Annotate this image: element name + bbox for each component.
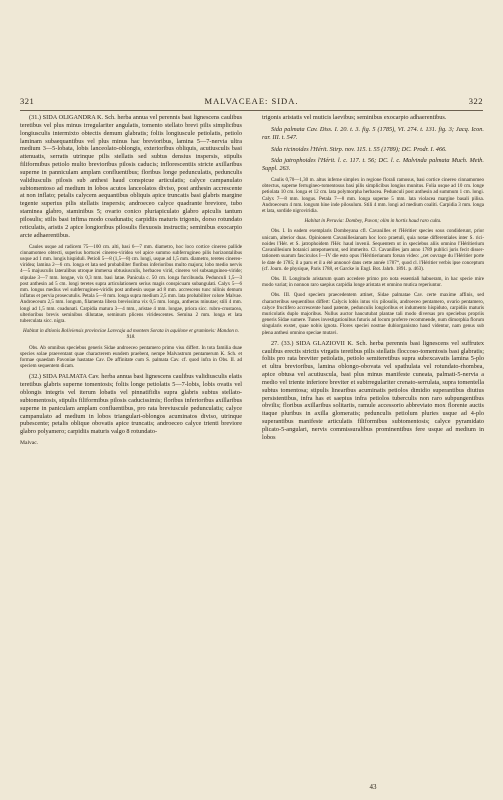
running-header <box>20 96 483 108</box>
sida-oligandra-description: (31.) SIDA OLIGANDRA K. Sch. herba annua vel perennis basi lignescens caulibus teretibus vel plus minus irregulariter angulatis, tomento stellato brevi pilis simplicibus longiusculis intermixto obtectis demum glabratis; foliis longiuscule petiolatis, petiolo laminam subaequantibus vel plus minus hac brevioribus, lamina 5—7-nervia ultra medium 3—5-lobata, lobis lanceolato-oblongis, exterioribus obliquis, acutiusculis basi attenuatis, serratis utrinque pilis stellatis sed subtus densius inspersis, stipulis filiformibus petiolo multo brevioribus pilosis caducis; inflorescentiis stricte axillaribus superne in panniculam amplam confluentibus; floribus longe pedunculatis, pedunculis validiusculis pilosis sub anthesi haud conspicue articulatis; calyce campanulato subtomentoso ad medium in lobos acutos lanceolatos diviso, post anthesin accrescente at non inflato; petalis calycem aequantibus obliquis apice truncatis basi glabris margine tegente superius pilis stellatis inspersis; androeceo calyce quadrante breviore, tubo staminea glabro, staminibus 5; ovario conico pluriapiculato glabro apiculis tantum pilosulis; stilis basi infima modo coadunatis; carpidiis maturis trigonis, dorso rotundato reticulatis, aristis 2 apice longioribus pilosulis flexuosis instructis; seminibus exocarpio arcte adhaerentibus. <box>20 114 242 239</box>
page-number-right: 322 <box>468 96 483 106</box>
sida-glaziovii-description: 27. (33.) SIDA GLAZIOVII K. Sch. herba perennis basi lignescens vel suffrutex caulibus erectis strictis virgatis teretibus pilis stellatis floccoso-tomentosis basi glabratis; foliis pro rata breviter petiolatis, petiolo semiteretibus supra subexcavatis lamina 5-plo et ultra brevioribus, lamina oblongo-obovata vel spathulata vel rotundato-rhombea, apice obtusa vel acutiuscula, basi plus minus manifeste cuneata, palmati-5-nervia a medio vel triente inferiore breviter et subirregulariter crenato-serrulata, supra tomentella subtus tomentosa; stipulis linearibus acuminatis petiolos dimidio superantibus diutius persistentibus, infra has et saepius infra petiolos tuberculis non raro subpungentibus obvilis; floribus axillaribus solitariis, ramule accessorio abbreviato mox florente auctis itaque pluribus in axilla glomeratis; pedunculis petiolum pluries usque ad 4-plo superantibus manifeste articulatis filiformibus subtomentosis; calyce pyramidato plicato-5-angulari, nervis commissuralibus prominentibus fere usque ad medium in lobos <box>262 339 484 441</box>
right-column <box>262 114 484 446</box>
running-title: MALVACEAE: SIDA. <box>204 96 299 106</box>
sheet-number: 43 <box>369 783 377 791</box>
signature-mark: Malvac. <box>20 440 39 447</box>
sida-palmata-notes: Caulis 0,70—1,30 m. altus inferne simplex in regione florali ramosus, basi cortice cinereo cinnamomeo obtectus, superne ferrugineo-tomentosus basi pilis simplicibus longius munitus. Folia usque ad 10 cm. longe petiolata 10 cm. longa et 12 cm. lata polymorpha herbacea. Pedunculi post anthesin ad summum 1 cm. longi. Calyx 7—8 mm. longus. Petala 7—8 mm. longa superne 5 mm. lata violacea margine basali pilisa. Androeceum 4 mm. longum hine inde pilosulum. Stili 4 mm. longi ad medium coaliti. Carpidia 3 mm. longa et lata, sordide nigroviridia. <box>262 177 484 215</box>
header-rule <box>20 110 483 111</box>
sida-oligandra-notes: Caules usque ad radicem 75—100 cm. alti, basi 6—7 mm. diametro, hoc loco cortice cinereo pallide cinnamomeo obtecti, superius hortucei cinereo-viridea vel apice summo subferrugineo pilis horizontalibus usque ad 1 mm. longis hispiduli. Petioli 5—8 (1,5—8) cm. longi, usque ad 1,5 mm. diametro, teretes cinereo-viridea; lamina 2—6 cm. longa et lata sed probabiliter floribus inferioribus multo majora; lobo medio nervis 4—5 majusculis lateralibus utroque immersa obtusiusculis, herbaceo virid, cinereo vel subsanguineo-viride; stipulae 3—7 mm. longae, vix 0,3 mm. basi latae. Panicula c. 50 cm. longa furcibunda. Pedunculi 1,5—3 post anthesin ad 5 cm. longi teretes supra articulationem serius magis conspicuam subangulati. Calyx 5—6 mm. longus medius vel subferrugineo-viridis post anthesin usque ad 8 mm. accrescens tunc nilinis demum inflatus et pervia prosecutulis. Petala 5—8 mm. longa supra medium 2,5 mm. lata probabiliter colore Malvae. Androeceum 2,5 mm. longum, filamenta libera brevissima vix 0,5 mm. longa, antheras minutae; stili 4 mm. longi ad 1,5 mm. coadunati. Carpidia matura 3—4 mm., aristae 4 mm. longae, priora sicc. rubro-crustacea, ulterioribus brevis seminibus dilutatae, seminum plicens viridescentes. Semina 2 mm. longa et lata tuberculata sicc. nigra. <box>20 243 242 324</box>
sida-oligandra-observation: Obs. Ab omnibus speciebus generis Sidae androeceo pentamero primo visu differt. In tota familia duae species solae praeventant quae characterem eundem praebent, nempe Malvastrum pentamerum K. Sch. et formae quaedam Pavoniae hastatae Cav. De affinitate cum S. palmata Cav. cf. quod infra in Obs. II. ad speciem sequentem dicam. <box>20 344 242 370</box>
observation-2: Obs. II. Longitudo aristarum quam accedere primo pro nota essentiali habueram, in hac specie mire modo variat; in nonnon raro saepius carpidia longe aristata et omnino mutica reperiuntur. <box>262 275 484 289</box>
sida-palmata-description-cont: trigonis aristatis vel muticis laevibus; seminibus exocarpio adhaerentibus. <box>262 114 447 121</box>
left-column <box>20 114 242 446</box>
observation-1: Obs. I. In eadem exemplaris Dombeyana cfl. Cavanilles et l'Héritier species sous condiderunt, prior unicam, alterior duas. Opinionem Cavanillesianam hoc loco praetuli, quia notae differentiales inter S. ricinoides l'Hér. et S. jatrophoidem l'Hér. haud invenii. Sequentem ut in speciebus aliis omnino l'Hérítierium Cavanillesium botanici antepotuerunt, sed immerito. Cl. Cavanilles jam anno 1789 publici juris fecit dissertationem suarum fasciculos I—IV die esto opus l'Héritierianum forsan video: „cet ouvrage du l'Héritier porte le date de 1785; il a paru et il a été annoncé dans cette année 1787“, quod cl. l'Héritier verbis ipse conceptum (cf. Journ. de physique, Paris 1788, et Garcke in Engl. Bot. Jahrb. 1891. p. 463). <box>262 228 484 272</box>
synonym-3: Sida jatrophoides l'Hérit. l. c. 117. t. 56; DC. l. c. Malvinda palmata Much. Meth. Suppl. 263. <box>262 157 484 173</box>
sida-palmata-description: (32.) SIDA PALMATA Cav. herba annua basi lignescens caulibus validiusculis elatis teretibus glabris superne tomentosis; foliis longe petiolatis 5—7-lobis, lobis ovatis vel oblongis integris vel iterum lobatis vel pinnatifidis supra glabris subtus stellato-subtomentosis, stipulis filiformibus pilosis caducissimis; floribus inferioribus axillaribus superne in paniculam amplam confluentibus, pro rata breviuscule pedunculatis; calyce campanulato ad medium in lobos triangulari-oblongos acuminatos diviso, utrinque pubescente; petalis oblique obovatis apice truncatis; androeceo calyce trienti breviore glabro polyamero; carpidiis maturis valgo 8 rotundato- <box>20 373 242 436</box>
sida-palmata-habitat: Habitat in Peruvia: Dombey, Pavon; olim in hortis haud raro culta. <box>304 218 442 225</box>
synonym-2: Sida ricinoides l'Hérit. Stirp. nov. 115. t. 55 (1789); DC. Prodr. I. 466. <box>271 145 447 153</box>
synonym-1: Sida palmata Cav. Diss. I. 20. t. 3. fig. 5 (1785), VI. 274. t. 131. fig. 3; Jacq. Icon. rar. III. t. 547. <box>262 125 484 141</box>
sida-oligandra-habitat: Habitat in ditionis Boliviensis provinciae Larecaja ad montem Sorata in aquilone et gramineis: Mandon n. 918. <box>23 328 239 341</box>
page-number-left: 321 <box>20 96 35 106</box>
observation-3: Obs. III. Quod speciem praecedentem attinet, Sidae palmatae Cav. certe maxime affinis, sed characteribus sequentibus differt: Calycis lobis intus vix pilosulis, androeceo pentamero, ovario pentamero, calyce fructifero accrescente haud patente, pedunculis longioribus et indumento hispiduto, carpidiis maturis muricolatis duplo majoribus. Nullus auctor haucutubat plantae tali modo diversas pro speciebus propriis generis Sidae sumere. Tunes investigationibus futuris ad locum proferre recommende, num dimorphia florum singularis exstet, quae nobis ignota. Flores speciei nostrae dubiorganismo haud videntur, nam genus sub plena anthesi omnino speciae mutavi. <box>262 292 484 336</box>
